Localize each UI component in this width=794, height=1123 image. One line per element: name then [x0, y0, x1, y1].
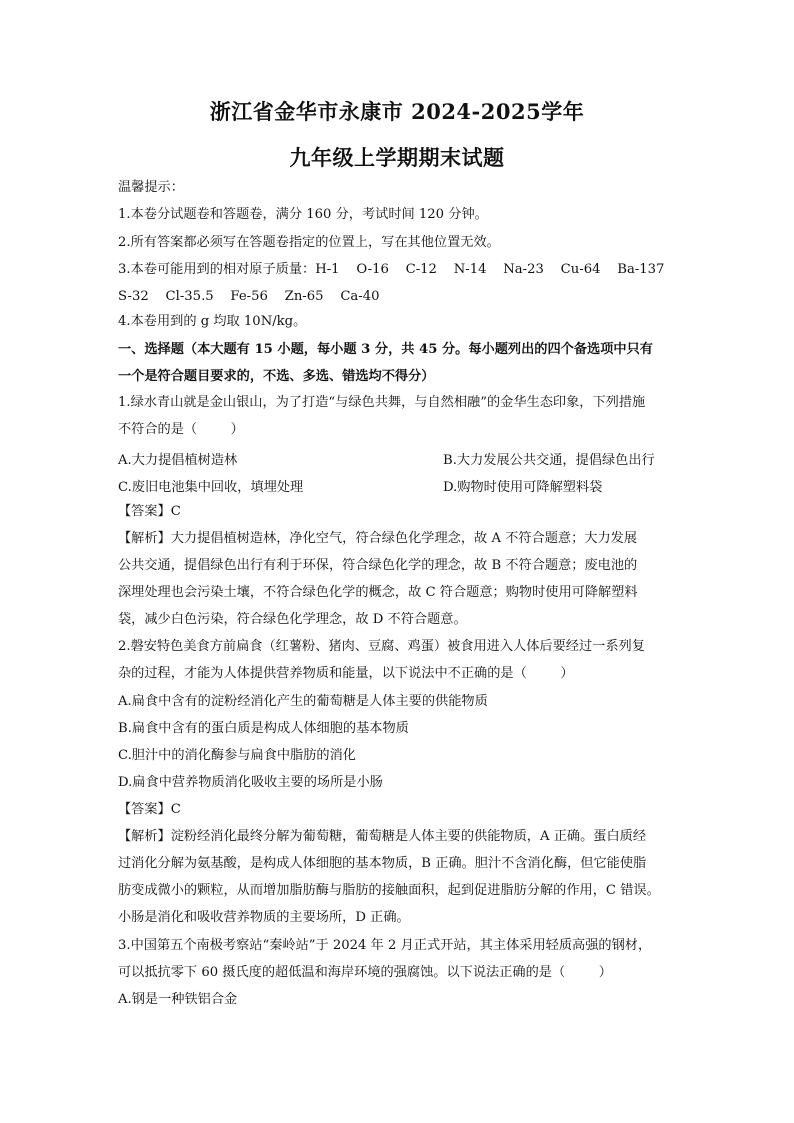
exam-title: 浙江省金华市永康市 2024-2025学年: [209, 99, 585, 124]
option-b: B.大力发展公共交通，提倡绿色出行: [443, 453, 655, 468]
option-d: D.购物时使用可降解塑料袋: [443, 480, 603, 495]
notice-heading: 温馨提示：: [118, 180, 184, 195]
analysis-text: 小肠是消化和吸收营养物质的主要场所，D 正确。: [118, 910, 410, 925]
option-c: C.胆汁中的消化酶参与扁食中脂肪的消化: [118, 748, 356, 763]
answer-label: 【答案】C: [118, 504, 181, 519]
analysis-text: 深埋处理也会污染土壤，不符合绿色化学的概念，故 C 符合题意；购物时使用可降解塑料: [118, 585, 638, 600]
notice-item: S-32 Cl-35.5 Fe-56 Zn-65 Ca-40: [118, 289, 380, 304]
option-b: B.扁食中含有的蛋白质是构成人体细胞的基本物质: [118, 721, 409, 736]
section-heading: 一个是符合题目要求的，不选、多选、错选均不得分）: [118, 369, 435, 384]
question-stem: 3.中国第五个南极考察站“秦岭站”于 2024 年 2 月正式开站，其主体采用轻质高强的钢材，: [118, 938, 652, 953]
option-a: A.钢是一种铁铝合金: [118, 992, 238, 1007]
question-stem: 不符合的是（ ）: [118, 422, 244, 437]
answer-label: 【答案】C: [118, 802, 181, 817]
analysis-text: 【解析】大力提倡植树造林，净化空气，符合绿色化学理念，故 A 不符合题意；大力发展: [118, 531, 638, 546]
question-stem: 1.绿水青山就是金山银山，为了打造“与绿色共舞，与自然相融”的金华生态印象，下列措施: [118, 395, 646, 410]
analysis-text: 【解析】淀粉经消化最终分解为葡萄糖，葡萄糖是人体主要的供能物质，A 正确。蛋白质经: [118, 829, 647, 844]
analysis-text: 公共交通，提倡绿色出行有利于环保，符合绿色化学的理念，故 B 不符合题意；废电池的: [118, 558, 638, 573]
question-stem: 可以抵抗零下 60 摄氏度的超低温和海岸环境的强腐蚀。以下说法正确的是（ ）: [118, 965, 612, 980]
section-heading: 一、选择题（本大题有 15 小题，每小题 3 分，共 45 分。每小题列出的四个备选项中只有: [118, 342, 653, 357]
analysis-text: 肪变成微小的颗粒，从而增加脂肪酶与脂肪的接触面积，起到促进脂肪分解的作用，C 错误。: [118, 883, 660, 898]
option-c: C.废旧电池集中回收，填埋处理: [118, 480, 304, 495]
question-stem: 杂的过程，才能为人体提供营养物质和能量，以下说法中不正确的是（ ）: [118, 666, 574, 681]
analysis-text: 袋，减少白色污染，符合绿色化学理念，故 D 不符合题意。: [118, 612, 467, 627]
notice-item: 1.本卷分试题卷和答题卷，满分 160 分，考试时间 120 分钟。: [118, 207, 488, 222]
analysis-text: 过消化分解为氨基酸，是构成人体细胞的基本物质，B 正确。胆汁不含消化酶，但它能使脂: [118, 856, 647, 871]
option-a: A.扁食中含有的淀粉经消化产生的葡萄糖是人体主要的供能物质: [118, 694, 488, 709]
notice-item: 3.本卷可能用到的相对原子质量：H-1 O-16 C-12 N-14 Na-23 Cu-64 Ba-137: [118, 262, 665, 277]
option-a: A.大力提倡植树造林: [118, 453, 238, 468]
question-stem: 2.磐安特色美食方前扁食（红薯粉、猪肉、豆腐、鸡蛋）被食用进入人体后要经过一系列复: [118, 639, 645, 654]
notice-item: 4.本卷用到的 g 均取 10N/kg。: [118, 314, 307, 329]
option-d: D.扁食中营养物质消化吸收主要的场所是小肠: [118, 775, 383, 790]
notice-item: 2.所有答案都必须写在答题卷指定的位置上，写在其他位置无效。: [118, 235, 500, 250]
exam-subtitle: 九年级上学期期末试题: [289, 145, 505, 170]
